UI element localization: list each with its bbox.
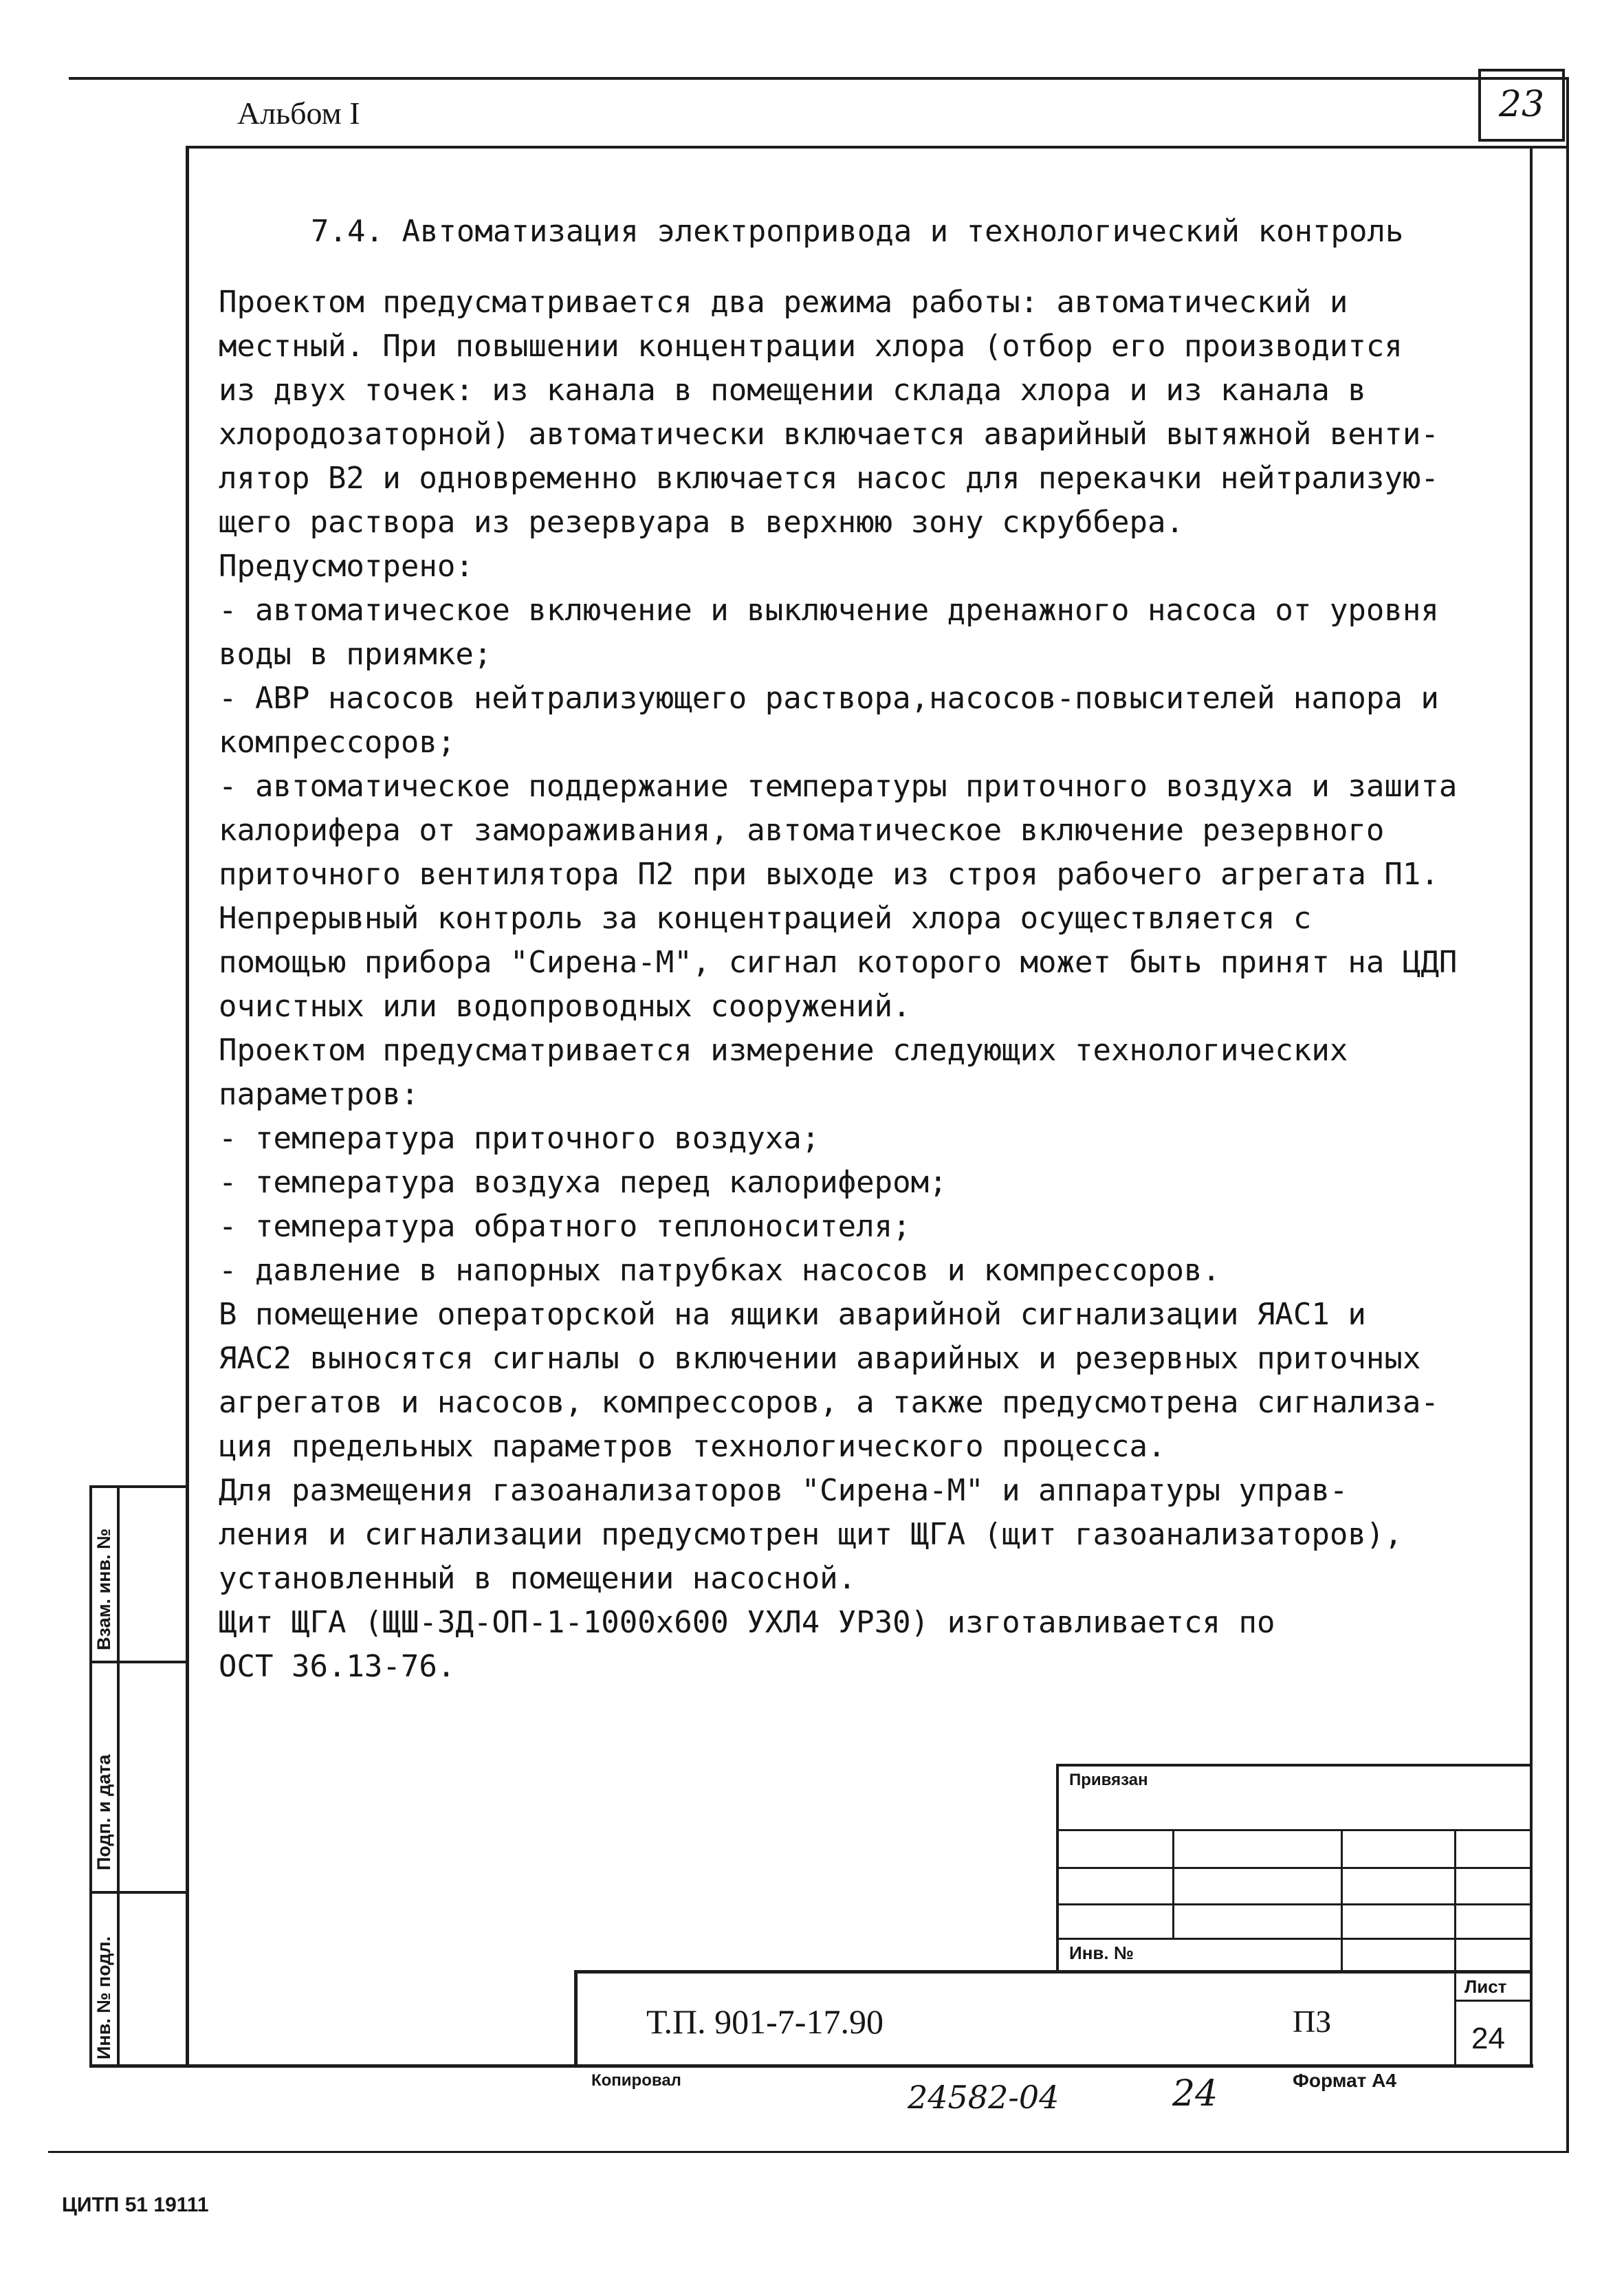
body-line: В помещение операторской на ящики аварийной сигнализации ЯАС1 и bbox=[219, 1297, 1366, 1332]
sheet-number: 24 bbox=[1471, 2022, 1505, 2055]
body-line: очистных или водопроводных сооружений. bbox=[219, 989, 911, 1024]
stamp-label-vzam: Взам. инв. № bbox=[94, 1528, 114, 1650]
body-line: Проектом предусматривается два режима работы: автоматический и bbox=[219, 285, 1348, 320]
body-line: ция предельных параметров технологического процесса. bbox=[219, 1429, 1166, 1464]
stamp-label-podp: Подп. и дата bbox=[94, 1754, 114, 1870]
page-number: 23 bbox=[1498, 84, 1545, 125]
inner-left-border bbox=[186, 148, 189, 2066]
body-line: из двух точек: из канала в помещении склада хлора и из канала в bbox=[219, 373, 1366, 408]
inner-bottom-border bbox=[89, 2064, 1533, 2068]
printer-stamp: ЦИТП 51 19111 bbox=[62, 2194, 209, 2216]
outer-right-border bbox=[1566, 77, 1569, 2152]
body-line: лятор В2 и одновременно включается насос для перекачки нейтрализую- bbox=[219, 461, 1439, 496]
sheet-label: Лист bbox=[1464, 1976, 1507, 1997]
body-line: агрегатов и насосов, компрессоров, а также предусмотрена сигнализа- bbox=[219, 1385, 1439, 1420]
body-line: воды в приямке; bbox=[219, 637, 492, 672]
body-line: местный. При повышении концентрации хлора (отбор его производится bbox=[219, 329, 1403, 364]
body-line: Проектом предусматривается измерение следующих технологических bbox=[219, 1033, 1348, 1068]
body-line: - автоматическое поддержание температуры приточного воздуха и зашита bbox=[219, 769, 1458, 804]
body-line: приточного вентилятора П2 при выходе из строя рабочего агрегата П1. bbox=[219, 857, 1439, 892]
body-line: - автоматическое включение и выключение дренажного насоса от уровня bbox=[219, 593, 1439, 628]
kopiroval-label: Копировал bbox=[591, 2071, 681, 2090]
doc-type: ПЗ bbox=[1293, 2004, 1332, 2039]
body-line: ОСТ 36.13-76. bbox=[219, 1649, 456, 1684]
body-line: помощью прибора "Сирена-М", сигнал которого может быть принят на ЦДП bbox=[219, 945, 1458, 980]
section-title: 7.4. Автоматизация электропривода и технологический контроль bbox=[311, 214, 1404, 249]
inv-no-label: Инв. № bbox=[1069, 1943, 1134, 1963]
top-rule bbox=[69, 77, 1569, 80]
stamp-label-inv: Инв. № подл. bbox=[94, 1936, 114, 2059]
body-line: - АВР насосов нейтрализующего раствора,насосов-повысителей напора и bbox=[219, 681, 1439, 716]
album-label: Альбом I bbox=[237, 96, 360, 131]
body-line: Предусмотрено: bbox=[219, 549, 474, 584]
body-line: параметров: bbox=[219, 1077, 419, 1112]
body-line: хлородозаторной) автоматически включается аварийный вытяжной венти- bbox=[219, 417, 1439, 452]
privyazan-label: Привязан bbox=[1069, 1771, 1148, 1789]
inner-top-border bbox=[186, 146, 1568, 149]
sheet-handwritten: 24 bbox=[1172, 2073, 1218, 2114]
body-line: ЯАС2 выносятся сигналы о включении аварийных и резервных приточных bbox=[219, 1341, 1421, 1376]
body-line: Непрерывный контроль за концентрацией хлора осуществляется с bbox=[219, 901, 1312, 936]
body-line: - температура обратного теплоносителя; bbox=[219, 1209, 911, 1244]
body-line: калорифера от замораживания, автоматическое включение резервного bbox=[219, 813, 1385, 848]
inner-right-border bbox=[1530, 148, 1533, 2066]
page-number-box bbox=[1478, 69, 1565, 142]
body-line: - давление в напорных патрубках насосов и компрессоров. bbox=[219, 1253, 1220, 1288]
doc-code: Т.П. 901-7-17.90 bbox=[646, 2002, 884, 2041]
format-label: Формат А4 bbox=[1293, 2070, 1396, 2091]
body-line: установленный в помещении насосной. bbox=[219, 1561, 857, 1596]
body-line: компрессоров; bbox=[219, 725, 456, 760]
body-line: Для размещения газоанализаторов "Сирена-М" и аппаратуры управ- bbox=[219, 1473, 1348, 1508]
body-line: - температура приточного воздуха; bbox=[219, 1121, 820, 1156]
order-number: 24582-04 bbox=[908, 2079, 1060, 2116]
body-line: - температура воздуха перед калорифером; bbox=[219, 1165, 947, 1200]
bottom-rule bbox=[48, 2151, 1569, 2153]
body-line: щего раствора из резервуара в верхнюю зону скруббера. bbox=[219, 505, 1184, 540]
body-line: ления и сигнализации предусмотрен щит ЩГА (щит газоанализаторов), bbox=[219, 1517, 1403, 1552]
body-line: Щит ЩГА (ЩШ-3Д-ОП-1-1000х600 УХЛ4 УР30) изготавливается по bbox=[219, 1605, 1275, 1640]
